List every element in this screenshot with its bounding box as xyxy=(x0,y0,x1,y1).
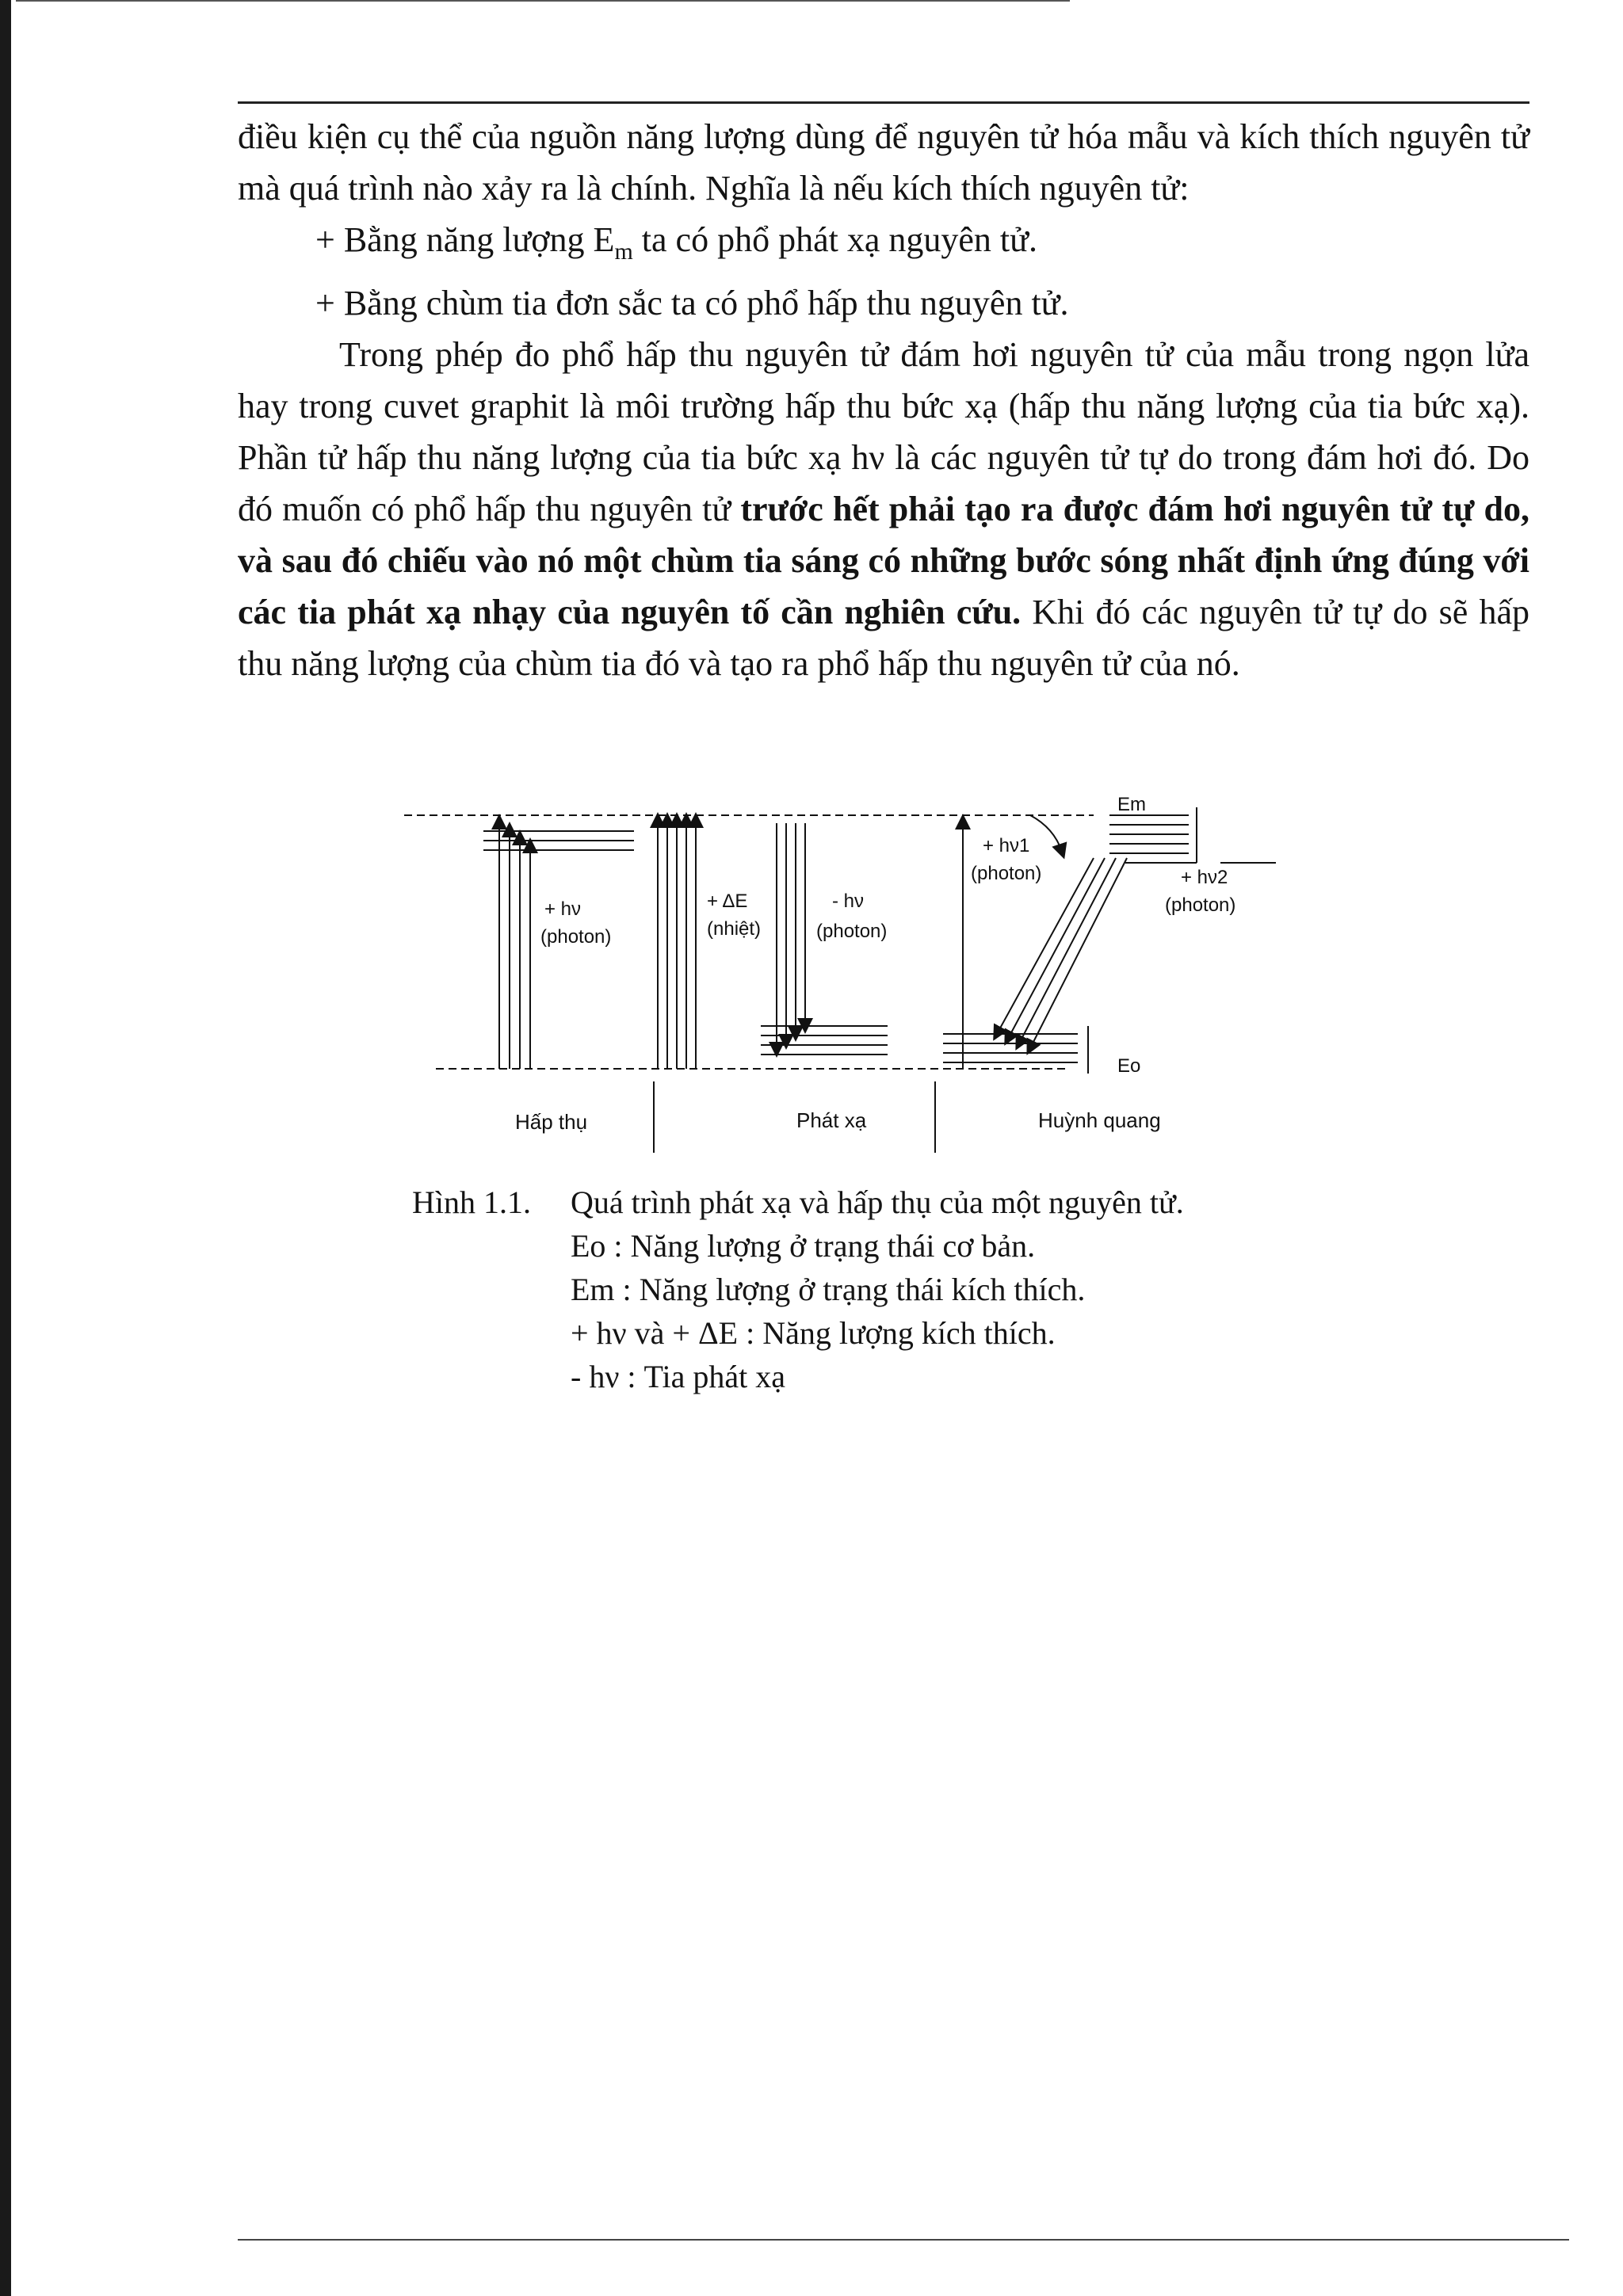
eo-level-label: Eo xyxy=(1117,1055,1141,1077)
paragraph-2-bold: trước hết phải tạo ra được đám hơi nguyên tử tự do, và sau đó chiếu vào nó một chùm tia sáng có những bước sóng nhất định ứng đúng với các tia phát xạ nhạy của nguyên tố cần nghiên cứu. xyxy=(238,489,1530,631)
section-emit-label: Phát xạ xyxy=(796,1108,867,1132)
caption-line-eo: Eo : Năng lượng ở trạng thái cơ bản. xyxy=(571,1228,1036,1264)
body-text xyxy=(238,111,1529,689)
heat-label: + ΔE xyxy=(707,891,748,912)
caption-line-emit: - hν : Tia phát xạ xyxy=(571,1359,786,1394)
paragraph-2-part1: Trong phép đo phổ hấp thu nguyên tử đám hơi nguyên tử của mẫu trong ngọn lửa hay trong cuvet graphit là môi trường hấp thu bức xạ (hấp thu năng lượng của tia bức xạ). Phần tử hấp thu năng lượng của tia bức xạ hν là các nguyên tử tự do trong đám hơi đó. Do đó muốn có phổ hấp thu nguyên tử xyxy=(238,334,1529,528)
fluor-out-sub: (photon) xyxy=(1165,894,1236,916)
caption-title: Quá trình phát xạ và hấp thụ của một nguyên tử. xyxy=(571,1184,1184,1220)
caption-label: Hình 1.1. xyxy=(412,1184,531,1220)
figure-caption xyxy=(412,1180,1363,1398)
fluor-in-label: + hν1 xyxy=(983,835,1030,856)
paragraph-1: điều kiện cụ thể của nguồn năng lượng dùng để nguyên tử hóa mẫu và kích thích nguyên tử mà quá trình nào xảy ra là chính. Nghĩa là nếu kích thích nguyên tử: xyxy=(238,117,1529,208)
emit-label: - hν xyxy=(832,891,865,912)
em-subscript: m xyxy=(614,238,633,265)
header-rule xyxy=(238,101,1529,104)
fluor-in-sub: (photon) xyxy=(971,863,1042,884)
heat-sub: (nhiệt) xyxy=(707,918,762,940)
em-level-label: Em xyxy=(1117,796,1146,815)
caption-line-hv: + hν và + ΔE : Năng lượng kích thích. xyxy=(571,1315,1056,1351)
footer-rule xyxy=(238,2239,1569,2241)
absorb-sub: (photon) xyxy=(540,926,612,948)
caption-line-em: Em : Năng lượng ở trạng thái kích thích. xyxy=(571,1272,1086,1307)
fluor-out-label: + hν2 xyxy=(1181,867,1228,888)
scan-edge-top xyxy=(16,0,1070,2)
energy-diagram xyxy=(396,796,1339,1169)
section-fluor-label: Huỳnh quang xyxy=(1038,1108,1161,1132)
list-item-energy xyxy=(238,214,1529,277)
paragraph-2-part2: Khi đó các nguyên tử tự do sẽ hấp thu năng lượng của chùm tia đó và tạo ra phổ hấp thu nguyên tử của nó. xyxy=(238,592,1529,683)
caption-title-row xyxy=(412,1180,1363,1224)
section-absorb-label: Hấp thụ xyxy=(515,1110,588,1134)
list-item-energy-post: ta có phổ phát xạ nguyên tử. xyxy=(632,220,1037,259)
absorb-label: + hν xyxy=(544,898,582,920)
paragraph-2 xyxy=(238,329,1529,689)
list-item-energy-pre: + Bằng năng lượng E xyxy=(315,220,615,259)
emit-sub: (photon) xyxy=(816,921,888,942)
list-item-beam: + Bằng chùm tia đơn sắc ta có phổ hấp thu nguyên tử. xyxy=(315,283,1069,322)
heat-arrows xyxy=(658,820,696,1069)
scan-edge-left xyxy=(0,0,11,2296)
